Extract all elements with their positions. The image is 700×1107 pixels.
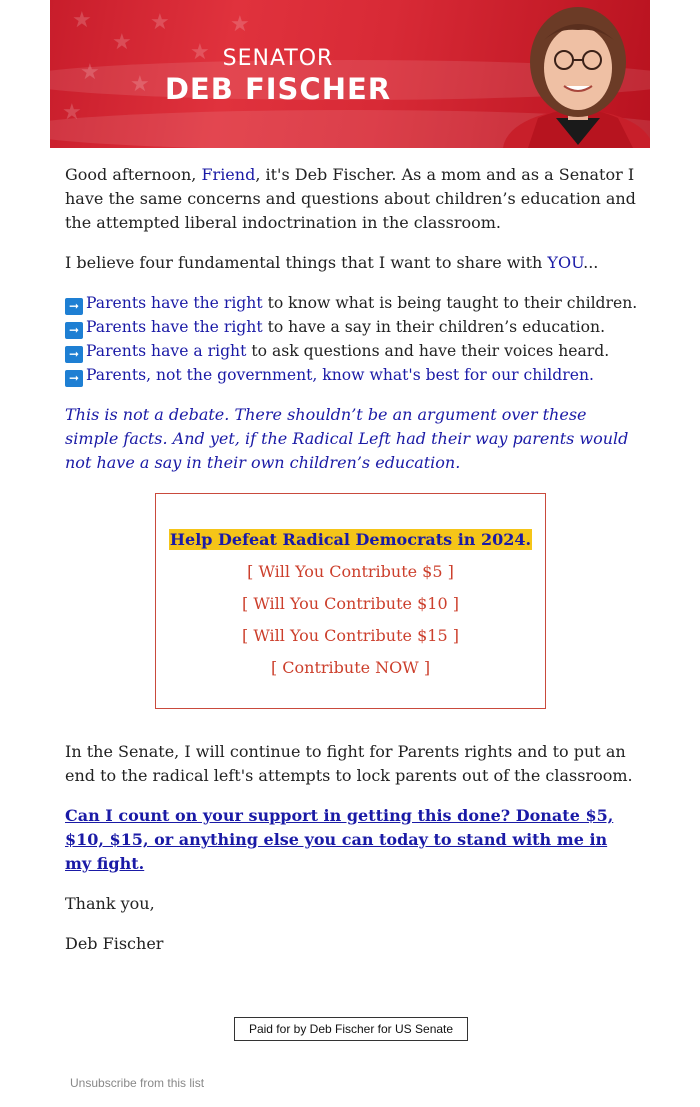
- list-item: [65, 315, 637, 339]
- signature: Deb Fischer: [65, 934, 164, 953]
- italic-note: This is not a debate. There shouldn’t be an argument over these simple facts. And yet, if the Radical Left had their way parents would not have a say in their own children’s education.: [65, 405, 629, 472]
- email-closing: [65, 740, 637, 972]
- bullet-text: to have a say in their children’s education.: [262, 318, 606, 336]
- star-icon: ★: [112, 30, 132, 55]
- list-item: [65, 291, 637, 315]
- senator-portrait: [498, 0, 650, 148]
- contribute-now-link[interactable]: [ Contribute NOW ]: [270, 658, 431, 677]
- belief-text: I believe four fundamental things that I want to share with: [65, 253, 548, 272]
- right-arrow-icon: ➞: [65, 346, 83, 363]
- donate-headline-text[interactable]: Help Defeat Radical Democrats in 2024.: [169, 530, 532, 549]
- donate-cta-link[interactable]: Can I count on your support in getting this done? Donate $5, $10, $15, or anything else you can today to stand with me in my fight.: [65, 806, 614, 873]
- header-banner: [50, 0, 650, 148]
- star-icon: ★: [190, 40, 210, 65]
- donate-box: [155, 493, 546, 709]
- paid-for-disclaimer: Paid for by Deb Fischer for US Senate: [234, 1017, 468, 1041]
- right-arrow-icon: ➞: [65, 298, 83, 315]
- star-icon: ★: [130, 72, 150, 97]
- bullet-highlight: Parents have the right: [86, 318, 263, 336]
- donate-headline[interactable]: [156, 530, 545, 549]
- star-icon: ★: [80, 60, 100, 85]
- bullet-text: to ask questions and have their voices heard.: [246, 342, 610, 360]
- intro-paragraph: [65, 163, 637, 235]
- belief-emphasis: YOU: [547, 253, 584, 272]
- belief-paragraph: [65, 251, 637, 275]
- star-icon: ★: [230, 12, 250, 37]
- list-item: [65, 363, 637, 387]
- beliefs-list: [65, 291, 637, 387]
- bullet-highlight: Parents, not the government, know what's best for our children.: [86, 366, 594, 384]
- star-icon: ★: [150, 10, 170, 35]
- contribute-5-link[interactable]: [ Will You Contribute $5 ]: [247, 562, 454, 581]
- banner-subtitle: SENATOR: [222, 46, 334, 71]
- email-body: [65, 163, 637, 491]
- unsubscribe-link[interactable]: Unsubscribe from this list: [70, 1076, 205, 1090]
- star-icon: ★: [62, 100, 82, 125]
- contribute-15-link[interactable]: [ Will You Contribute $15 ]: [242, 626, 459, 645]
- recipient-name: Friend: [201, 165, 256, 184]
- right-arrow-icon: ➞: [65, 370, 83, 387]
- banner-title: DEB FISCHER: [164, 72, 392, 106]
- belief-ellipsis: ...: [583, 253, 599, 272]
- right-arrow-icon: ➞: [65, 322, 83, 339]
- bullet-text: to know what is being taught to their children.: [262, 294, 638, 312]
- greeting-text: Good afternoon,: [65, 165, 202, 184]
- thanks-text: Thank you,: [65, 894, 155, 913]
- cta-paragraph: [65, 804, 637, 876]
- intro-text: , it's Deb Fischer. As a mom and as a Senator I have the same concerns and questions about children’s education and the attempted liberal indoctrination in the classroom.: [65, 165, 636, 232]
- senate-paragraph: In the Senate, I will continue to fight for Parents rights and to put an end to the radical left's attempts to lock parents out of the classroom.: [65, 742, 633, 785]
- list-item: [65, 339, 637, 363]
- bullet-highlight: Parents have the right: [86, 294, 263, 312]
- star-icon: ★: [72, 8, 92, 33]
- contribute-10-link[interactable]: [ Will You Contribute $10 ]: [242, 594, 459, 613]
- bullet-highlight: Parents have a right: [86, 342, 247, 360]
